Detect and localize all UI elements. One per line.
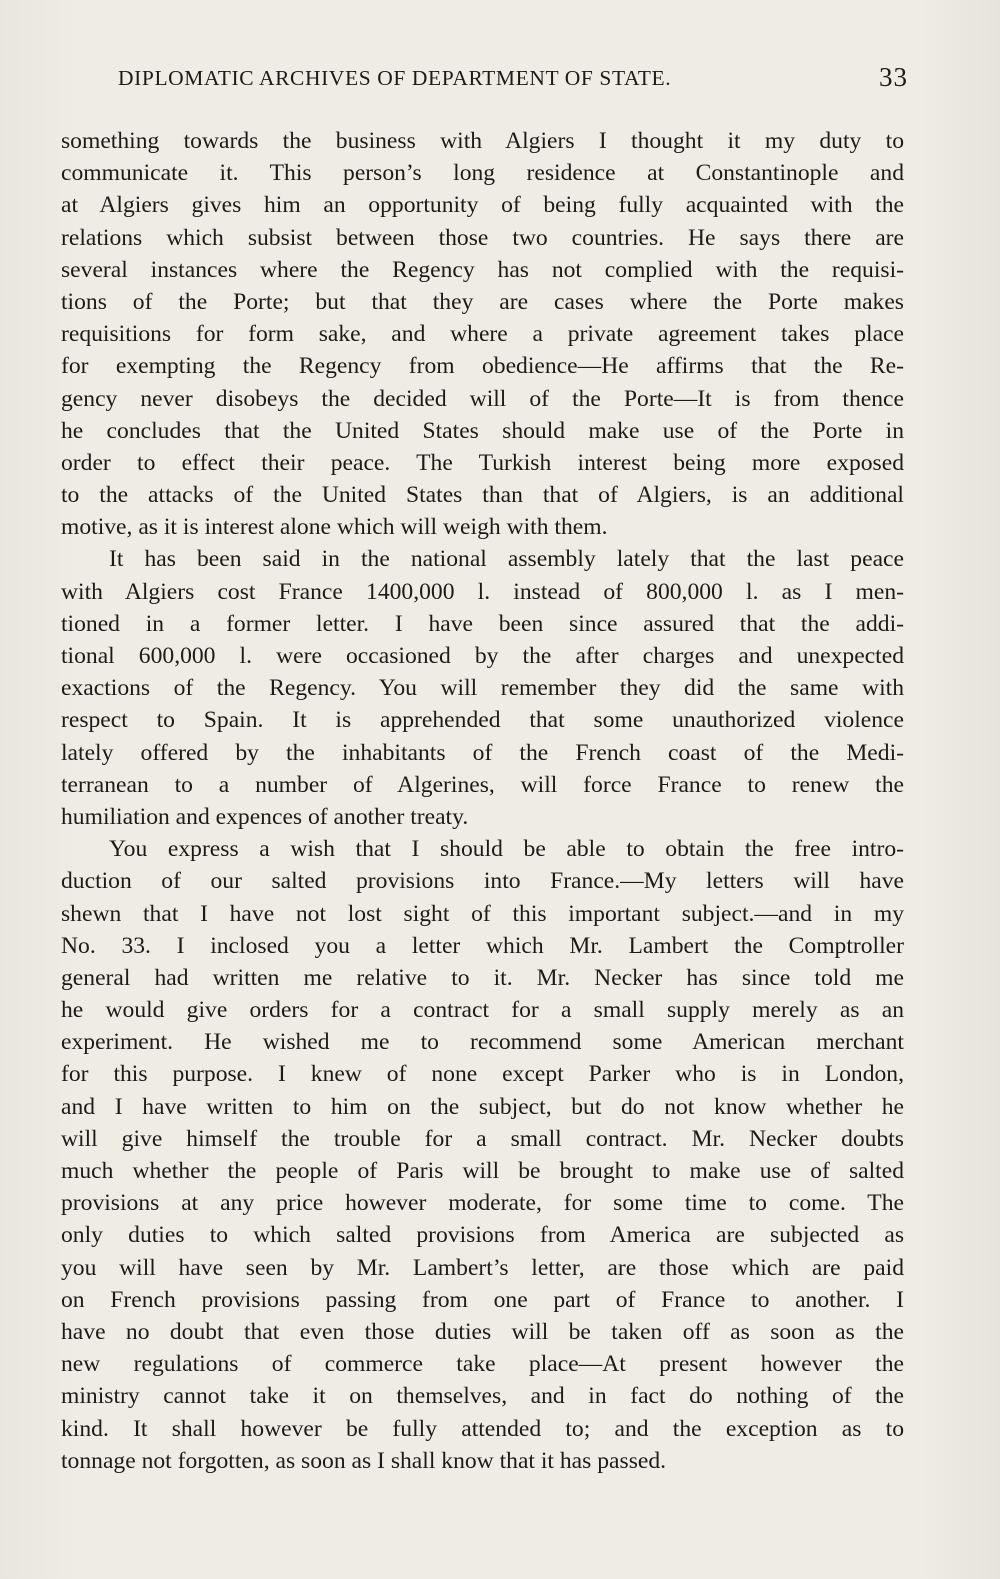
text-line: for exempting the Regency from obedience—He affirms that the Re- bbox=[61, 353, 904, 380]
text-line: terranean to a number of Algerines, will force France to renew the bbox=[61, 771, 904, 798]
text-line: provisions at any price however moderate, for some time to come. The bbox=[61, 1190, 904, 1217]
text-line: kind. It shall however be fully attended to; and the exception as to bbox=[61, 1415, 904, 1442]
text-line: have no doubt that even those duties will be taken off as soon as the bbox=[61, 1318, 904, 1345]
running-head bbox=[118, 62, 908, 106]
text-line: general had written me relative to it. Mr. Necker has since told me bbox=[61, 964, 904, 991]
text-line: respect to Spain. It is apprehended that some unauthorized violence bbox=[61, 707, 904, 734]
text-line: to the attacks of the United States than that of Algiers, is an additional bbox=[61, 482, 904, 509]
body-text bbox=[61, 125, 904, 1477]
text-line: duction of our salted provisions into France.—My letters will have bbox=[61, 868, 904, 895]
text-line: lately offered by the inhabitants of the French coast of the Medi- bbox=[61, 739, 904, 766]
text-line: order to effect their peace. The Turkish interest being more exposed bbox=[61, 449, 904, 476]
text-line: will give himself the trouble for a small contract. Mr. Necker doubts bbox=[61, 1125, 904, 1152]
text-line: he would give orders for a contract for a small supply merely as an bbox=[61, 997, 904, 1024]
text-line: for this purpose. I knew of none except Parker who is in London, bbox=[61, 1061, 904, 1088]
paragraph-start-line: You express a wish that I should be able to obtain the free intro- bbox=[109, 836, 904, 863]
page-number: 33 bbox=[879, 62, 908, 92]
text-line: at Algiers gives him an opportunity of being fully acquainted with the bbox=[61, 192, 904, 219]
text-line: experiment. He wished me to recommend some American merchant bbox=[61, 1029, 904, 1056]
running-title: DIPLOMATIC ARCHIVES OF DEPARTMENT OF STATE. bbox=[118, 66, 672, 90]
text-line: only duties to which salted provisions from America are subjected as bbox=[61, 1222, 904, 1249]
text-line: requisitions for form sake, and where a private agreement takes place bbox=[61, 321, 904, 348]
text-line: on French provisions passing from one part of France to another. I bbox=[61, 1286, 904, 1313]
text-line: new regulations of commerce take place—At present however the bbox=[61, 1351, 904, 1378]
paragraph-end-line: tonnage not forgotten, as soon as I shall know that it has passed. bbox=[61, 1447, 667, 1474]
text-line: communicate it. This person’s long residence at Constantinople and bbox=[61, 160, 904, 187]
paragraph-end-line: motive, as it is interest alone which will weigh with them. bbox=[61, 514, 608, 541]
text-line: several instances where the Regency has not complied with the requisi- bbox=[61, 256, 904, 283]
text-line: he concludes that the United States should make use of the Porte in bbox=[61, 417, 904, 444]
text-line: tions of the Porte; but that they are cases where the Porte makes bbox=[61, 288, 904, 315]
text-line: with Algiers cost France 1400,000 l. instead of 800,000 l. as I men- bbox=[61, 578, 904, 605]
text-line: tional 600,000 l. were occasioned by the after charges and unexpected bbox=[61, 643, 904, 669]
text-line: shewn that I have not lost sight of this important subject.—and in my bbox=[61, 900, 904, 927]
text-line: and I have written to him on the subject, but do not know whether he bbox=[61, 1093, 904, 1120]
text-line: ministry cannot take it on themselves, and in fact do nothing of the bbox=[61, 1383, 904, 1410]
text-line: gency never disobeys the decided will of the Porte—It is from thence bbox=[61, 385, 904, 412]
text-line: exactions of the Regency. You will remember they did the same with bbox=[61, 675, 904, 702]
text-line: much whether the people of Paris will be brought to make use of salted bbox=[61, 1158, 904, 1184]
text-line: tioned in a former letter. I have been since assured that the addi- bbox=[61, 610, 904, 637]
text-line: you will have seen by Mr. Lambert’s letter, are those which are paid bbox=[61, 1254, 904, 1281]
text-line: something towards the business with Algiers I thought it my duty to bbox=[61, 128, 904, 154]
paragraph-start-line: It has been said in the national assembly lately that the last peace bbox=[109, 546, 904, 573]
text-line: No. 33. I inclosed you a letter which Mr. Lambert the Comptroller bbox=[61, 932, 904, 959]
paragraph-end-line: humiliation and expences of another treaty. bbox=[61, 803, 469, 830]
text-line: relations which subsist between those two countries. He says there are bbox=[61, 224, 904, 251]
